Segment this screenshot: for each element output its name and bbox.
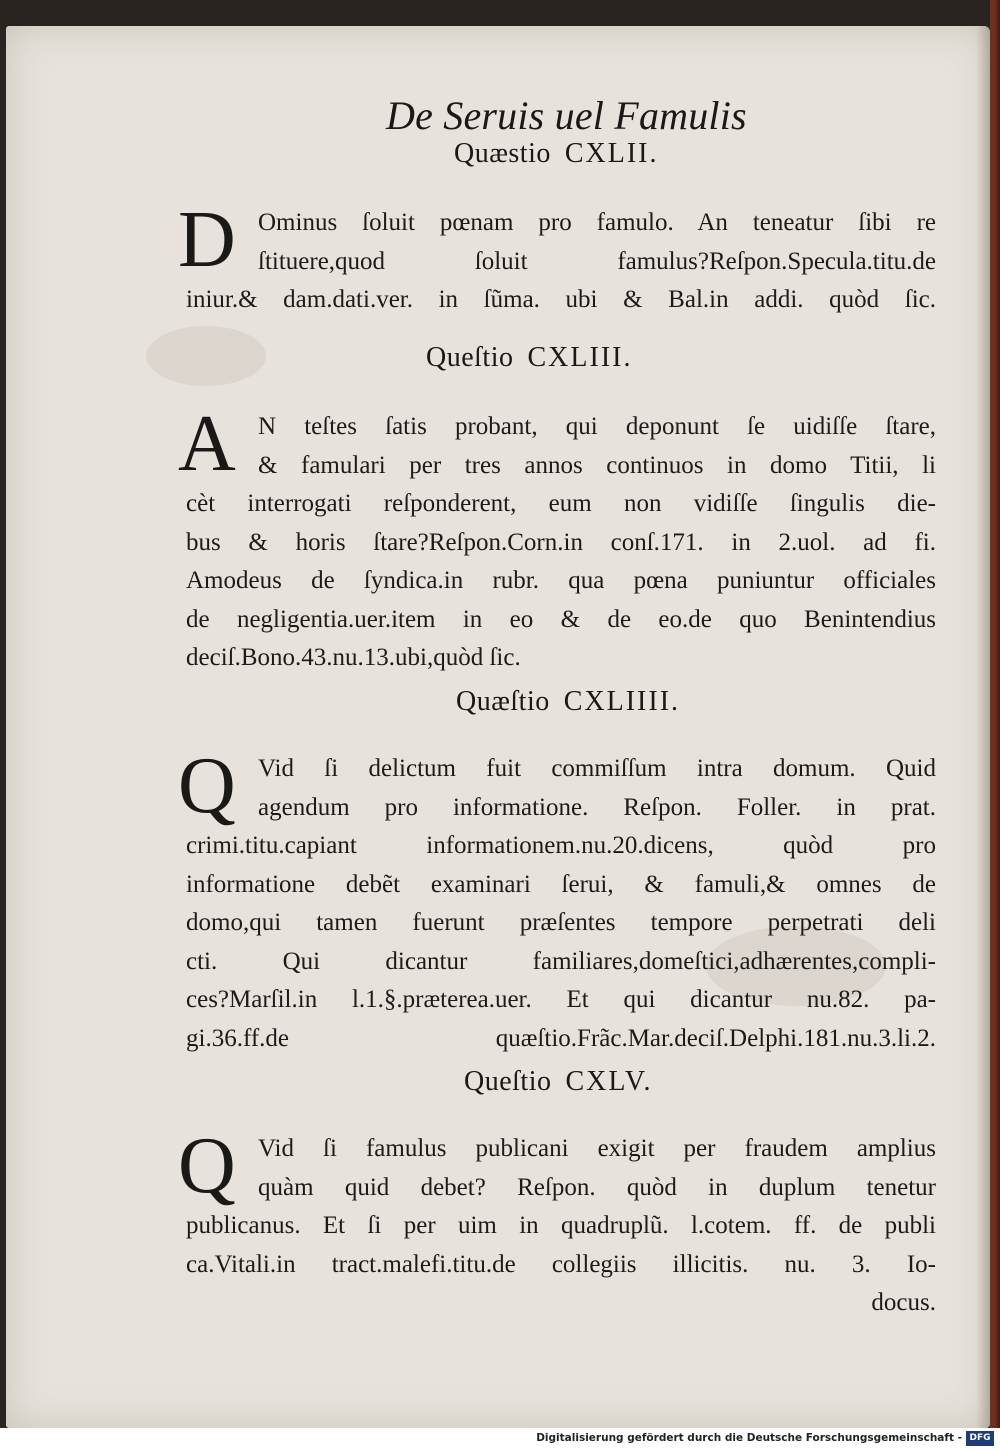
- question-heading: [454, 138, 659, 170]
- text-line: deciſ.Bono.43.nu.13.ubi,quòd ſic.: [186, 644, 521, 671]
- heading-word: Queſtio: [426, 342, 514, 373]
- text-line: publicanus. Et ſi per uim in quadruplũ. l.cotem. ff. de publi: [186, 1212, 936, 1239]
- text-line: domo,qui tamen fuerunt præſentes tempore perpetrati deli: [186, 909, 936, 936]
- book-page: [6, 26, 990, 1428]
- text-line: & famulari per tres annos continuos in domo Titii, li: [258, 451, 936, 479]
- heading-number: CXLIIII.: [563, 686, 681, 717]
- running-head: De Seruis uel Famulis: [386, 93, 747, 138]
- text-line: ces?Marſil.in l.1.§.præterea.uer. Et qui dicantur nu.82. pa-: [186, 986, 936, 1013]
- text-line: crimi.titu.capiant informationem.nu.20.dicens, quòd pro: [186, 832, 936, 859]
- heading-word: Quæstio: [454, 138, 551, 169]
- drop-cap-letter: Q: [178, 742, 236, 830]
- drop-cap-letter: Q: [178, 1122, 236, 1210]
- drop-cap-letter: A: [178, 400, 236, 488]
- paper-stain: [146, 326, 266, 386]
- heading-number: CXLV.: [565, 1066, 653, 1097]
- text-line: gi.36.ff.de quæſtio.Frãc.Mar.deciſ.Delphi.181.nu.3.li.2.: [186, 1024, 936, 1052]
- text-line: Amodeus de ſyndica.in rubr. qua pœna puniuntur officiales: [186, 567, 936, 594]
- heading-word: Quæſtio: [456, 686, 550, 717]
- text-line: de negligentia.uer.item in eo & de eo.de quo Benintendius: [186, 605, 936, 633]
- heading-number: CXLII.: [564, 138, 659, 169]
- text-line: agendum pro informatione. Reſpon. Foller. in prat.: [258, 793, 936, 821]
- question-paragraph: [178, 196, 936, 320]
- question-heading: [456, 686, 680, 718]
- dfg-logo: DFG: [966, 1431, 994, 1446]
- text-line: cti. Qui dicantur familiares,domeſtici,adhærentes,compli-: [186, 947, 936, 975]
- text-line: iniur.& dam.dati.ver. in ſũma. ubi & Bal.in addi. quòd ſic.: [186, 286, 936, 313]
- question-paragraph: [178, 400, 936, 678]
- text-line: bus & horis ſtare?Reſpon.Corn.in conſ.171. in 2.uol. ad fi.: [186, 528, 936, 556]
- question-heading: [426, 342, 632, 374]
- question-paragraph: [178, 1122, 936, 1323]
- catchword: docus.: [871, 1289, 936, 1316]
- book-binding-edge: [990, 0, 1000, 1450]
- heading-word: Queſtio: [464, 1066, 552, 1097]
- digitization-footer: [0, 1428, 1000, 1450]
- text-line: quàm quid debet? Reſpon. quòd in duplum tenetur: [258, 1173, 936, 1201]
- text-line: ſtituere,quod ſoluit famulus?Reſpon.Specula.titu.de: [258, 247, 936, 275]
- heading-number: CXLIII.: [527, 342, 633, 373]
- page-shadow-edge: [976, 26, 990, 1428]
- question-paragraph: [178, 742, 936, 1058]
- text-line: Vid ſi famulus publicani exigit per fraudem amplius: [258, 1135, 936, 1162]
- text-line: Ominus ſoluit pœnam pro famulo. An teneatur ſibi re: [258, 209, 936, 236]
- text-line: informatione debẽt examinari ſerui, & famuli,& omnes de: [186, 870, 936, 898]
- text-line: Vid ſi delictum fuit commiſſum intra domum. Quid: [258, 755, 936, 782]
- drop-cap-letter: D: [178, 196, 236, 284]
- question-heading: [464, 1066, 653, 1098]
- text-line: cèt interrogati reſponderent, eum non vidiſſe ſingulis die-: [186, 490, 936, 517]
- footer-credit: Digitalisierung gefördert durch die Deutsche Forschungsgemeinschaft -: [536, 1432, 962, 1444]
- text-line: N teſtes ſatis probant, qui deponunt ſe uidiſſe ſtare,: [258, 413, 936, 440]
- text-line: ca.Vitali.in tract.malefi.titu.de collegiis illicitis. nu. 3. Io-: [186, 1250, 936, 1278]
